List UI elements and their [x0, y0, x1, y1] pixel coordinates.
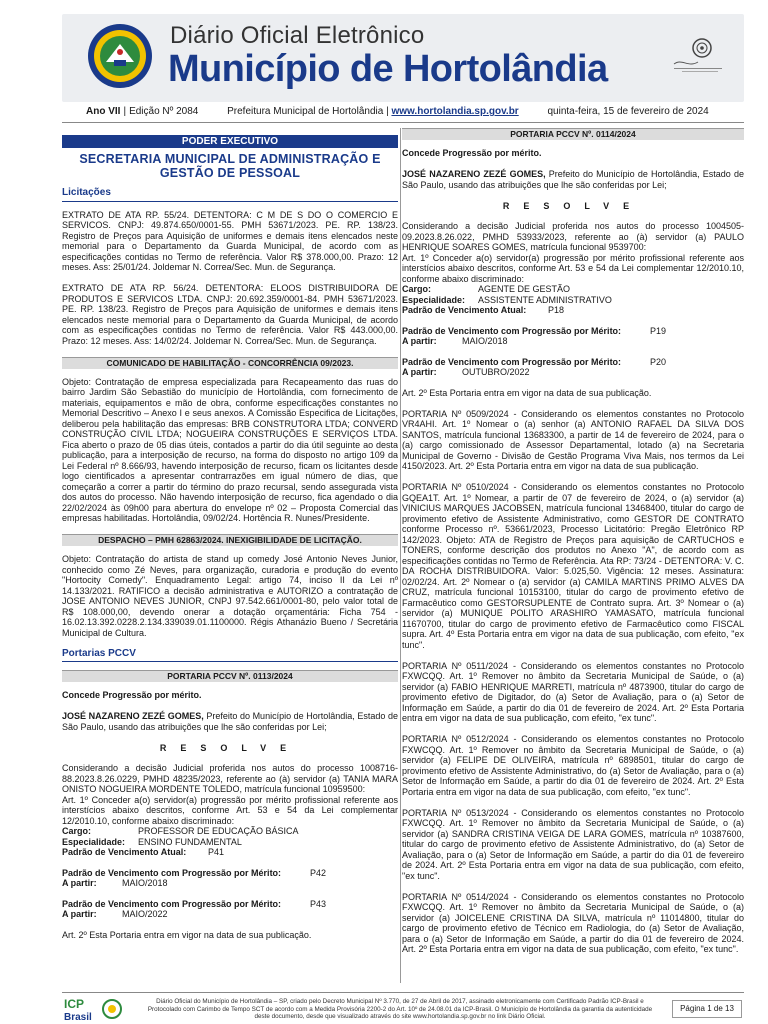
portaria-114-details: [402, 284, 744, 316]
footer-legal-text: Diário Oficial do Município de Hortolândia – SP, criado pelo Decreto Municipal Nº 3.770, de 27 de Abril de 2017, assinado eletronicamente com Certificado Padrão ICP-Brasil e Protocolado com Carimbo de Tempo SCT de acordo com a Medida Provisória 2200-2 do Art. 10º de 24.08.01 da ICP-Brasil. O Município de Hortolândia da garantia da autenticidade deste documento, desde que visualizado através do site www.hortolandia.sp.gov.br no link Diário Oficial.: [147, 998, 653, 1020]
svg-text:Brasil: Brasil: [64, 1012, 92, 1022]
prefeito-name: JOSÉ NAZARENO ZEZÉ GOMES,: [402, 169, 546, 179]
portaria-113-art1: Art. 1º Conceder a(o) servidor(a) progressão por mérito profissional referente aos interstícios abaixo descritos, conforme Art. 53 e 54 da Lei complementar 12/2010.10, conforme abaixo discriminado:: [62, 794, 398, 826]
progressao-label: Padrão de Vencimento com Progressão por Mérito:: [62, 898, 282, 909]
progressao-2: [402, 357, 744, 378]
comunicado-heading: COMUNICADO DE HABILITAÇÃO - CONCORRÊNCIA 09/2023.: [62, 357, 398, 369]
portaria-113-heading: PORTARIA PCCV Nº. 0113/2024: [62, 670, 398, 682]
cargo-label: Cargo:: [402, 284, 431, 294]
a-partir-label: A partir:: [402, 336, 437, 346]
progressao-2: [62, 899, 398, 920]
portarias-section-label: Portarias PCCV: [62, 649, 398, 663]
municipality-title: Município de Hortolândia: [168, 48, 608, 90]
gazette-title: Diário Oficial Eletrônico: [170, 22, 425, 49]
website-link[interactable]: www.hortolandia.sp.gov.br: [391, 106, 519, 117]
publication-date: quinta-feira, 15 de fevereiro de 2024: [547, 106, 709, 117]
portaria-114-heading: PORTARIA PCCV Nº. 0114/2024: [402, 128, 744, 140]
portaria-114-art2: Art. 2º Esta Portaria entra em vigor na data de sua publicação.: [402, 387, 652, 398]
portaria-114-concede: Concede Progressão por mérito.: [402, 148, 542, 158]
progressao-label: Padrão de Vencimento com Progressão por Mérito:: [402, 356, 622, 367]
svg-text:ICP: ICP: [64, 997, 85, 1011]
portaria-514: PORTARIA Nº 0514/2024 - Considerando os elementos constantes no Protocolo FXWCQQ. Art. 1º Remover no âmbito da Secretaria Municipal de Saúde, o (a) servidor (a) JOICELENE CRISTINA DA SILVA, matrícula nº 11014800, titular do cargo de provimento efetivo de Técnico em Radiologia, do (a) Setor de Avaliação, para o (a) Setor de Informação em Saúde, a partir do dia 01 de fevereiro de 2024. Art. 2º Esta Portaria entra em vigor na data de sua publicação, com efeito, "ex tunc".: [402, 891, 744, 954]
column-divider: [400, 128, 401, 983]
especialidade-label: Especialidade:: [62, 836, 126, 847]
portaria-113-considerando: Considerando a decisão Judicial proferida nos autos do processo 1008716-88.2023.8.26.0229, PMHD 48235/2023, referente ao (à) servidor (a) TANIA MARA ONISTO NOGUEIRA MORDENTE TOLEDO, matrícula funcional 10959500:: [62, 763, 398, 794]
portaria-509: PORTARIA Nº 0509/2024 - Considerando os elementos constantes no Protocolo VR4AHI. Art. 1º Nomear o (a) senhor (a) ANTONIO RAFAEL DA SILVA DOS SANTOS, matrícula funcional 13683300, a partir de 14 de fevereiro de 2024, para o (a) cargo comissionado de Assessor Departamental, lotado (a) na Secretaria Municipal de Governo - Divisão de Gestão Programa Viva Mais, nos termos da Lei 4150/2023. Art. 2º Esta Portaria entra em vigor na data de sua publicação.: [402, 408, 744, 471]
prefeito-text: Prefeito do Município de Hortolândia, Estado de São Paulo, usando das atribuições que lhe são conferidas por Lei;: [62, 711, 398, 732]
despacho-heading: DESPACHO – PMH 62863/2024. INEXIGIBILIDADE DE LICITAÇÃO.: [62, 534, 398, 546]
progressao-label: Padrão de Vencimento com Progressão por Mérito:: [402, 325, 622, 336]
extrato-ata-56: EXTRATO DE ATA RP. 56/24. DETENTORA: ELOOS DISTRIBUIDORA DE PRODUTOS E SERVICOS LTDA. CNPJ: 20.692.359/0001-84. PMH 53671/2023. PE. RP. 138/23. Registro de Preços para Aquisição de uniformes e demais itens elencados neste memorial para o Departamento da Guarda Municipal, de acordo com as especificações contidas no Termo de referência. Valor R$ 443.000,00. Prazo: 12 meses. Ass: 14/02/24. Joldemar N. Correa/Sec. Mun. de Segurança.: [62, 283, 398, 346]
licitacoes-section-label: Licitações: [62, 188, 398, 202]
progressao-value: P19: [650, 325, 667, 336]
despacho-text: Objeto: Contratação do artista de stand up comedy José Antonio Neves Junior, conhecido como Zé Neves, para organização, curadoria e produção do evento "Hortocity Comedy". Enquadramento Legal: artigo 74, inciso II da Lei nº 14.133/2021. RATIFICO a decisão administrativa e AUTORIZO a contratação de JOSE ANTONIO NEVES JUNIOR, CNPJ 97.542.661/0001-80, pelo valor total de R$ 108.000,00, devendo onerar a dotação orçamentária: Ficha 754 - 16.02.13.392.0228.2.134.339039.01.1100000. Régis Athanázio Bueno / Secretária Municipal de Cultura.: [62, 554, 398, 638]
a-partir-label: A partir:: [402, 367, 437, 377]
portaria-113-concede: Concede Progressão por mérito.: [62, 690, 202, 700]
header-divider: [62, 122, 744, 123]
left-column: [62, 128, 398, 951]
icp-brasil-logo: [62, 996, 126, 1022]
portaria-512: PORTARIA Nº 0512/2024 - Considerando os elementos constantes no Protocolo FXWCQQ. Art. 1º Remover no âmbito da Secretaria Municipal de Saúde, o (a) servidor (a) FELIPE DE OLIVEIRA, matrícula nº 6898501, titular do cargo de provimento efetivo de Assistente Administrativo, do (a) Setor de Avaliação, para o (a) Setor de Informação em Saúde, a partir do dia 01 de fevereiro de 2024. Art. 2º Esta Portaria entra em vigor na data de sua publicação, com efeito, "ex tunc".: [402, 734, 744, 797]
padrao-atual-value: P41: [208, 847, 225, 857]
progressao-value: P42: [310, 867, 327, 878]
progressao-1: [62, 868, 398, 889]
portaria-510: PORTARIA Nº 0510/2024 - Considerando os elementos constantes no Protocolo GQEA1T. Art. 1º Nomear, a partir de 07 de fevereiro de 2024, o (a) servidor (a) VINICIUS MARQUES JACOBSEN, matrícula funcional 13468400, titular do cargo de provimento efetivo de Assistente Administrativo, como GESTOR DE CONTRATO conforme Processo nº. 53661/2023, Processo Licitatório: Pregão Eletrônico RP 142/2023. Objeto: ATA de Registro de Preços para aquisição de CARTUCHOS e TONERS, conforme descrição dos produtos no Anexo "A", de acordo com as especificações contidas no Termo de Referência. Ata RP: 73/24 - DETENTORA: V. C. DA ROCHA DISTRIBUIDORA. Valor: 5.025,50. Vigência: 12 meses. Assinatura: 02/02/24. Art. 2º Nomear o (a) servidor (a) CAMILA MARTINS PRIMO ALVES DA CRUZ, matrícula funcional 10153100, titular do cargo de provimento efetivo de Farmacêutico como GESTORSUPLENTE de Contrato supra. Art. 3º Nomear o (a) servidor (a) MUNIQUE POLITO ARASHIRO YAMASATO, matrícula funcional 11670700, titular do cargo de provimento efetivo de Farmacêutico como FISCAL supra. Art. 4º Esta Portaria entra em vigor na data de sua publicação, com efeito, "ex tunc".: [402, 482, 744, 650]
secretaria-heading: SECRETARIA MUNICIPAL DE ADMINISTRAÇÃO E GESTÃO DE PESSOAL: [79, 152, 381, 180]
poder-executivo-bar: PODER EXECUTIVO: [62, 135, 398, 148]
municipal-seal-logo: [86, 22, 154, 90]
comunicado-text: Objeto: Contratação de empresa especializada para Recapeamento das ruas do bairro Jardim São Sebastião do município de Hortolândia, com fornecimento de materiais, equipamentos e mão de obra, conforme especificações constantes no Memorial Descritivo – Anexo I e seus anexos. A Comissão Especifica de Licitações, deliberou pela habilitação das empresas: BRB CONSTRUTORA LTDA; CONVERD CONSTRUÇÃO CIVIL LTDA; NOGUEIRA CONSTRUÇÕES E SERVIÇOS LTDA. Fica aberto o prazo de 05 dias úteis, contados a partir do dia útil seguinte ao desta publicação, para a interposição de recurso, na forma do disposto no artigo 109 da Lei Federal nº 8.666/93, havendo interposição de recurso, ficam os licitantes desde logo cientificados a apresentar contrarrazões em igual número de dias, que começarão a correr a partir do término do prazo recursal, sendo assegurada vista dos autos do processo. Não havendo interposição de recurso, fica agendado o dia 22/02/2024 às 09h00 para abertura do envelope nº 02 – Proposta Comercial das empresas habilitadas. Hortolândia, 09/02/24. Hortência R. Nunes/Presidente.: [62, 376, 398, 523]
a-partir-label: A partir:: [62, 909, 97, 919]
padrao-atual-label: Padrão de Vencimento Atual:: [62, 847, 187, 857]
progressao-value: P43: [310, 898, 327, 909]
portaria-113-art2: Art. 2º Esta Portaria entra em vigor na data de sua publicação.: [62, 929, 312, 940]
progressao-value: P20: [650, 356, 667, 367]
progressao-label: Padrão de Vencimento com Progressão por Mérito:: [62, 867, 282, 878]
footer-divider: [62, 992, 744, 993]
prefeitura-label: Prefeitura Municipal de Hortolândia |: [227, 106, 389, 117]
prefeito-name: JOSÉ NAZARENO ZEZÉ GOMES,: [62, 711, 204, 721]
a-partir-value: MAIO/2022: [122, 909, 168, 919]
especialidade-value: ASSISTENTE ADMINISTRATIVO: [478, 294, 612, 305]
portaria-113-details: [62, 826, 398, 858]
cargo-label: Cargo:: [62, 826, 91, 836]
portaria-513: PORTARIA Nº 0513/2024 - Considerando os elementos constantes no Protocolo FXWCQQ. Art. 1º Remover no âmbito da Secretaria Municipal de Saúde, o (a) servidor (a) SANDRA CRISTINA VEIGA DE LARA GOMES, matrícula nº 10387600, titular do cargo de provimento efetivo de Assistente Administrativo, do (a) Setor de Avaliação, para o (a) Setor de Informação em Saúde, a partir do dia 01 de fevereiro de 2024. Art. 2º Esta Portaria entra em vigor na data de sua publicação, com efeito, "ex tunc".: [402, 807, 744, 881]
page-number: Página 1 de 13: [672, 1000, 742, 1018]
a-partir-value: OUTUBRO/2022: [462, 367, 530, 377]
a-partir-value: MAIO/2018: [122, 878, 168, 888]
resolve-heading: RESOLVE: [502, 200, 644, 211]
progressao-1: [402, 326, 744, 347]
padrao-atual-label: Padrão de Vencimento Atual:: [402, 305, 527, 315]
portaria-114-prefeito: [402, 169, 744, 190]
cargo-value: AGENTE DE GESTÃO: [478, 284, 571, 294]
extrato-ata-55: EXTRATO DE ATA RP. 55/24. DETENTORA: C M DE S DO O COMERCIO E SERVICOS. CNPJ: 49.874.650/0001-55. PMH 53671/2023. PE. RP. 138/23. Registro de Preços para Aquisição de uniformes e demais itens elencados neste memorial para o Departamento da Guarda Municipal, de acordo com as especificações contidas no Termo de referência. Valor R$ 378.000,00. Prazo: 12 meses. Ass: 25/01/24. Joldemar N. Correa/Sec. Mun. de Segurança.: [62, 209, 398, 272]
portaria-114-art1: Art. 1º Conceder a(o) servidor(a) progressão por mérito profissional referente aos interstícios abaixo descritos, conforme Art. 53 e 54 da Lei complementar 12/2010.10, conforme abaixo discriminado:: [402, 252, 744, 284]
especialidade-value: ENSINO FUNDAMENTAL: [138, 836, 242, 847]
a-partir-value: MAIO/2018: [462, 336, 508, 346]
digital-signature-icon: [668, 36, 724, 76]
padrao-atual-value: P18: [548, 305, 565, 315]
a-partir-label: A partir:: [62, 878, 97, 888]
year-label: Ano VII: [86, 106, 121, 117]
especialidade-label: Especialidade:: [402, 294, 466, 305]
cargo-value: PROFESSOR DE EDUCAÇÃO BÁSICA: [138, 826, 299, 836]
portaria-114-considerando: Considerando a decisão Judicial proferida nos autos do processo 1004505-09.2023.8.26.022, PMHD 53933/2023, referente ao (à) servidor (a) PAULO HENRIQUE SOARES GOMES, matrícula funcional 9539700:: [402, 221, 744, 252]
edition-number: Edição Nº 2084: [129, 106, 199, 117]
right-column: [402, 128, 744, 965]
resolve-heading: RESOLVE: [159, 742, 301, 753]
portaria-113-prefeito: [62, 711, 398, 732]
edition-info-line: Ano VII | Edição Nº 2084 Prefeitura Municipal de Hortolândia | www.hortolandia.sp.gov.br quinta-feira, 15 de fevereiro de 2024: [86, 106, 709, 117]
portaria-511: PORTARIA Nº 0511/2024 - Considerando os elementos constantes no Protocolo FXWCQQ. Art. 1º Remover no âmbito da Secretaria Municipal de Saúde, o (a) servidor (a) FABIO HENRIQUE MARRETI, matrícula nº 4873900, titular do cargo de provimento efetivo de Digitador, do (a) Setor de Avaliação, para o (a) Setor de Informação em Saúde, a partir do dia 01 de fevereiro de 2024. Art. 2º Esta Portaria entra em vigor na data de sua publicação, com efeito, "ex tunc".: [402, 660, 744, 723]
prefeito-text: Prefeito do Município de Hortolândia, Estado de São Paulo, usando das atribuições que lhe são conferidas por Lei;: [402, 169, 744, 190]
